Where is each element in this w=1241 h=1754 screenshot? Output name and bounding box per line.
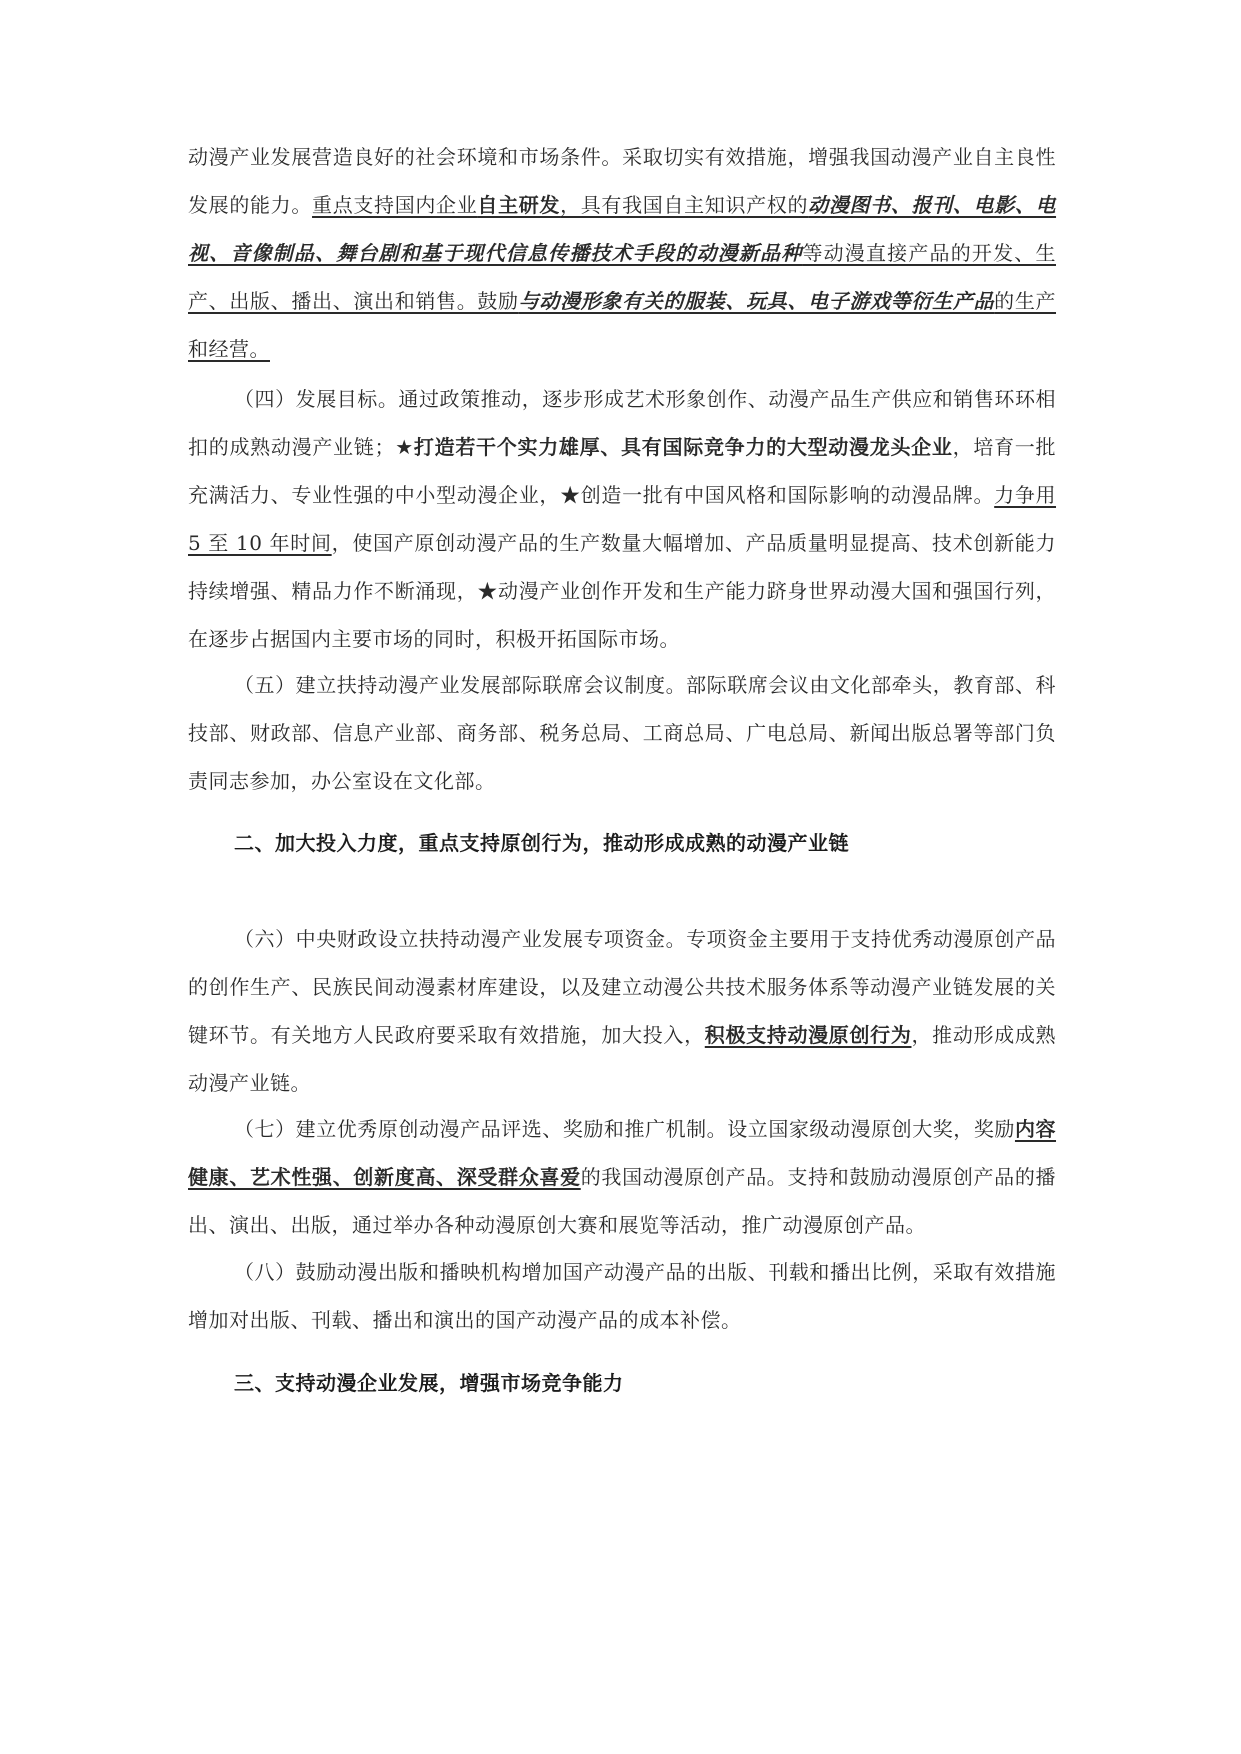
paragraph-text: （八）鼓励动漫出版和播映机构增加国产动漫产品的出版、刊载和播出比例，采取有效措施增加对出版、刊载、播出和演出的国产动漫产品的成本补偿。	[188, 1260, 1056, 1332]
paragraph-text: ，推动形成成熟动漫产业链。	[188, 1023, 1057, 1095]
paragraph-text: ，培育一批充满活力、专业性强的中小型动漫企业，★创造一批有中国风格和国际影响的动漫品牌。	[188, 435, 1057, 507]
bold-italic-underlined-text: 与动漫形象有关的服装、玩具、电子游戏等衍生产品	[518, 289, 995, 313]
paragraph-special-fund	[188, 915, 1056, 1107]
paragraph-development-goals	[188, 375, 1056, 663]
underlined-text: 等动漫直接产品的开发、生产、出版、播出、演出和销售。鼓励	[188, 241, 1056, 313]
underlined-text: 的生产和经营。	[188, 289, 1057, 361]
paragraph-text: 动漫产业发展营造良好的社会环境和市场条件。采取切实有效措施，增强我国动漫产业自主良性发展的能力。	[188, 145, 1056, 217]
bold-text: ★打造若干个实力雄厚、具有国际竞争力的大型动漫龙头企业	[395, 435, 953, 459]
paragraph-broadcast-ratio	[188, 1248, 1056, 1344]
paragraph-text: （四）发展目标。通过政策推动，逐步形成艺术形象创作、动漫产品生产供应和销售环环相扣的成熟动漫产业链；	[188, 387, 1056, 459]
paragraph-text: 的我国动漫原创产品。支持和鼓励动漫原创产品的播出、演出、出版，通过举办各种动漫原创大赛和展览等活动，推广动漫原创产品。	[188, 1165, 1057, 1237]
paragraph-industry-support	[188, 133, 1056, 373]
paragraph-text: （六）中央财政设立扶持动漫产业发展专项资金。专项资金主要用于支持优秀动漫原创产品的创作生产、民族民间动漫素材库建设，以及建立动漫公共技术服务体系等动漫产业链发展的关键环节。有关地方人民政府要采取有效措施，加大投入，	[188, 927, 1056, 1047]
paragraph-text: （五）建立扶持动漫产业发展部际联席会议制度。部际联席会议由文化部牵头，教育部、科技部、财政部、信息产业部、商务部、税务总局、工商总局、广电总局、新闻出版总署等部门负责同志参加，办公室设在文化部。	[188, 673, 1056, 793]
paragraph-award-mechanism	[188, 1105, 1056, 1249]
section-heading-2: 二、加大投入力度，重点支持原创行为，推动形成成熟的动漫产业链	[234, 831, 849, 855]
underlined-text: 重点支持国内企业	[312, 193, 478, 217]
underlined-text: ，具有我国自主知识产权的	[560, 193, 809, 217]
section-heading-3: 三、支持动漫企业发展，增强市场竞争能力	[234, 1371, 624, 1395]
bold-italic-underlined-text: 动漫图书、报刊、电影、电视、音像制品、舞台剧和基于现代信息传播技术手段的动漫新品种	[188, 193, 1057, 265]
paragraph-text: ，使国产原创动漫产品的生产数量大幅增加、产品质量明显提高、技术创新能力持续增强、精品力作不断涌现，★动漫产业创作开发和生产能力跻身世界动漫大国和强国行列，在逐步占据国内主要市场的同时，积极开拓国际市场。	[188, 531, 1056, 651]
paragraph-text: （七）建立优秀原创动漫产品评选、奖励和推广机制。设立国家级动漫原创大奖，奖励	[234, 1117, 1015, 1141]
bold-underlined-text: 积极支持动漫原创行为	[704, 1023, 912, 1047]
bold-underlined-text: 自主研发	[477, 193, 561, 217]
underlined-text: 力争用 5 至 10 年时间	[188, 483, 1057, 555]
paragraph-joint-meeting	[188, 661, 1056, 805]
bold-underlined-text: 内容健康、艺术性强、创新度高、深受群众喜爱	[188, 1117, 1057, 1189]
